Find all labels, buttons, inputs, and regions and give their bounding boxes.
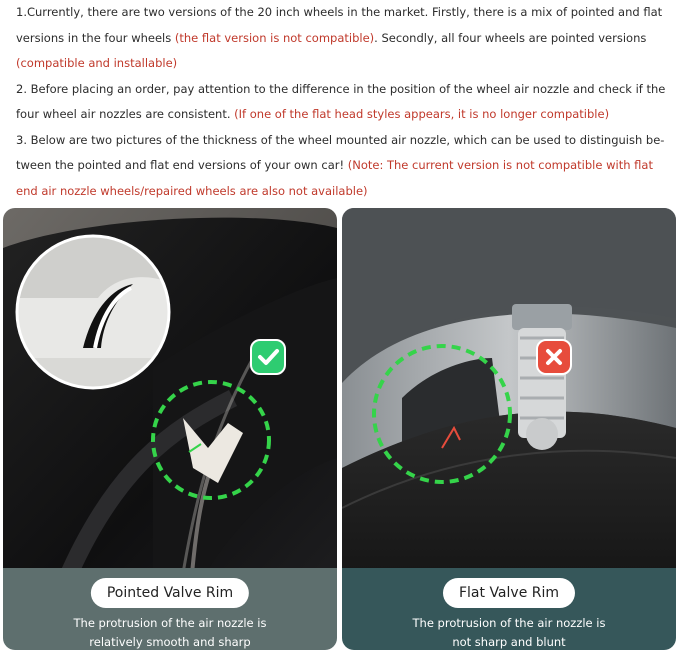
flat-valve-photo bbox=[342, 208, 676, 578]
flat-valve-panel bbox=[342, 208, 676, 650]
flat-valve-caption bbox=[342, 568, 676, 650]
instruction-1-warning: (the flat version is not compatible) bbox=[174, 30, 375, 45]
instruction-3 bbox=[16, 128, 666, 205]
flat-valve-desc-line1: The protrusion of the air nozzle is bbox=[412, 616, 606, 630]
instruction-2 bbox=[16, 77, 666, 128]
instruction-3-warning: (Note: The current version is not compatible with flat end air nozzle wheels/repaired wheels are also not available) bbox=[16, 158, 653, 198]
instruction-1-text-cont: . Secondly, all four wheels are pointed versions bbox=[374, 30, 647, 45]
pointed-valve-photo bbox=[3, 208, 337, 578]
instruction-3-text: 3. Below are two pictures of the thickness of the wheel mounted air nozzle, which can be used to distinguish be-tween the pointed and flat end versions of your own car! bbox=[16, 132, 665, 172]
pointed-valve-description bbox=[3, 614, 337, 650]
pointed-valve-caption bbox=[3, 568, 337, 650]
check-icon bbox=[250, 339, 286, 375]
instruction-1-text: 1.Currently, there are two versions of the 20 inch wheels in the market. Firstly, there is a mix of pointed and flat versions in the four wheels bbox=[16, 5, 663, 45]
instruction-2-text: 2. Before placing an order, pay attention to the difference in the position of the wheel air nozzle and check if the four wheel air nozzles are consistent. bbox=[16, 81, 666, 121]
pointed-valve-desc-line1: The protrusion of the air nozzle is bbox=[73, 616, 267, 630]
instruction-2-warning: (If one of the flat head styles appears, it is no longer compatible) bbox=[234, 107, 610, 121]
valve-stem bbox=[512, 304, 572, 450]
instructions-text bbox=[16, 0, 666, 204]
flat-valve-desc-line2: not sharp and blunt bbox=[452, 635, 566, 649]
cross-icon bbox=[536, 339, 572, 375]
pointed-valve-title: Pointed Valve Rim bbox=[91, 578, 249, 608]
instruction-1 bbox=[16, 0, 666, 77]
pointed-valve-panel bbox=[3, 208, 337, 650]
flat-valve-description bbox=[342, 614, 676, 650]
pointed-valve-desc-line2: relatively smooth and sharp bbox=[89, 635, 251, 649]
instruction-1-note: (compatible and installable) bbox=[16, 56, 178, 70]
flat-valve-title: Flat Valve Rim bbox=[443, 578, 575, 608]
